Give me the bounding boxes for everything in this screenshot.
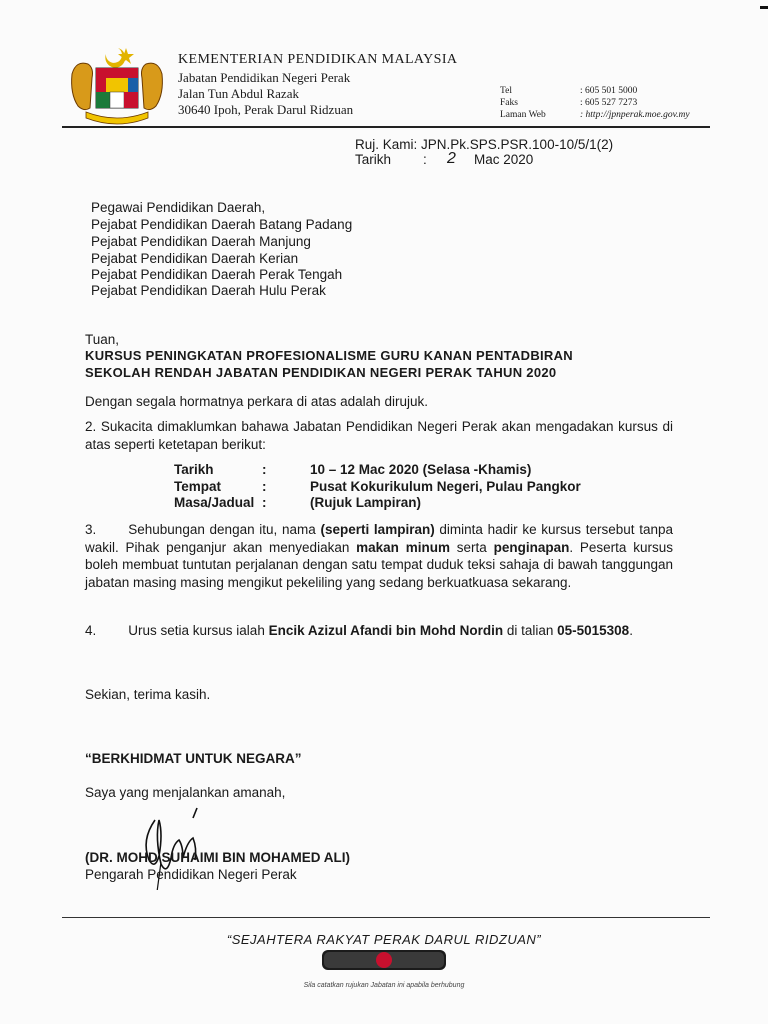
closing: Sekian, terima kasih. (85, 687, 211, 702)
reference-number: Ruj. Kami: JPN.Pk.SPS.PSR.100-10/5/1(2) (355, 137, 614, 152)
signatory-name: (DR. MOHD SUHAIMI BIN MOHAMED ALI) (85, 850, 350, 865)
address-city: 30640 Ipoh, Perak Darul Ridzuan (178, 102, 354, 117)
contact-value-web: : http://jpnperak.moe.gov.my (580, 110, 690, 120)
paragraph-number: 4. (85, 623, 97, 638)
scan-edge-mark (760, 6, 768, 9)
emphasis-run: Encik Azizul Afandi bin Mohd Nordin (268, 623, 504, 638)
footer-note: Sila catatkan rujukan Jabatan ini apabila berhubung (303, 982, 465, 989)
paragraph-3 (85, 521, 673, 591)
date-day: 2 (447, 150, 456, 167)
emphasis-run: penginapan (493, 539, 570, 555)
contact-value-tel: : 605 501 5000 (580, 86, 638, 96)
detail-value-venue: Pusat Kokurikulum Negeri, Pulau Pangkor (310, 479, 581, 494)
text-run: serta (449, 539, 494, 555)
text-run: Sehubungan dengan itu, nama (128, 522, 321, 537)
paragraph-2: 2. Sukacita dimaklumkan bahawa Jabatan Pendidikan Negeri Perak akan mengadakan kursus di atas seperti ketetapan berikut: (85, 419, 673, 452)
subject-line-2: SEKOLAH RENDAH JABATAN PENDIDIKAN NEGERI PERAK TAHUN 2020 (85, 365, 557, 380)
recipient-line: Pegawai Pendidikan Daerah, (91, 200, 266, 215)
perak-excellent-logo-icon (322, 950, 446, 970)
emphasis-run: 05-5015308 (557, 623, 630, 638)
signatory-title: Pengarah Pendidikan Negeri Perak (85, 867, 297, 882)
paragraph-1: Dengan segala hormatnya perkara di atas adalah dirujuk. (85, 394, 428, 409)
recipient-line: Pejabat Pendidikan Daerah Hulu Perak (91, 283, 326, 298)
text-run: . (629, 623, 633, 638)
subject-line-1: KURSUS PENINGKATAN PROFESIONALISME GURU KANAN PENTADBIRAN (85, 348, 574, 363)
emphasis-run: (seperti lampiran) (320, 522, 435, 537)
recipient-line: Pejabat Pendidikan Daerah Manjung (91, 234, 311, 249)
date-label: Tarikh (355, 152, 392, 167)
recipient-line: Pejabat Pendidikan Daerah Batang Padang (91, 217, 353, 232)
text-run: Urus setia kursus ialah (128, 623, 269, 638)
detail-sep: : (262, 495, 267, 510)
text-run: diminta hadir ke kursus tersebut tanpa wakil. Pihak penganjur akan menyediakan (85, 522, 674, 555)
emphasis-run: makan minum (356, 539, 450, 555)
contact-label-tel: Tel (500, 86, 512, 96)
date-colon: : (423, 152, 427, 167)
contact-label-web: Laman Web (500, 110, 546, 120)
detail-value-schedule: (Rujuk Lampiran) (310, 495, 422, 510)
detail-sep: : (262, 462, 267, 477)
date-month-year: Mac 2020 (474, 152, 534, 167)
ministry-name: KEMENTERIAN PENDIDIKAN MALAYSIA (178, 52, 458, 67)
detail-key-schedule: Masa/Jadual (174, 495, 255, 510)
text-run: . Peserta kursus boleh membuat tuntutan perjalanan dengan satu tempat duduk teksi sahaja di bawah tanggungan jabatan masing masing mengikut pekeliling yang sedang berkuatkuasa sekarang. (85, 539, 673, 590)
detail-sep: : (262, 479, 267, 494)
trust-line: Saya yang menjalankan amanah, (85, 785, 286, 800)
paragraph-number: 3. (85, 522, 97, 537)
contact-label-fax: Faks (500, 98, 518, 108)
recipient-line: Pejabat Pendidikan Daerah Perak Tengah (91, 267, 343, 282)
footer-motto: “SEJAHTERA RAKYAT PERAK DARUL RIDZUAN” (226, 932, 542, 947)
text-run: di talian (503, 623, 558, 638)
motto: “BERKHIDMAT UNTUK NEGARA” (85, 751, 302, 766)
recipient-line: Pejabat Pendidikan Daerah Kerian (91, 251, 299, 266)
paragraph-4 (85, 622, 673, 640)
detail-key-venue: Tempat (174, 479, 222, 494)
footer-divider (62, 917, 710, 918)
address-street: Jalan Tun Abdul Razak (178, 86, 299, 101)
detail-value-date: 10 – 12 Mac 2020 (Selasa -Khamis) (310, 462, 532, 477)
detail-key-date: Tarikh (174, 462, 214, 477)
malaysia-crest-icon (66, 44, 168, 126)
contact-value-fax: : 605 527 7273 (580, 98, 638, 108)
salutation: Tuan, (85, 332, 120, 347)
letterhead-divider (62, 126, 710, 128)
department-name: Jabatan Pendidikan Negeri Perak (178, 70, 351, 85)
